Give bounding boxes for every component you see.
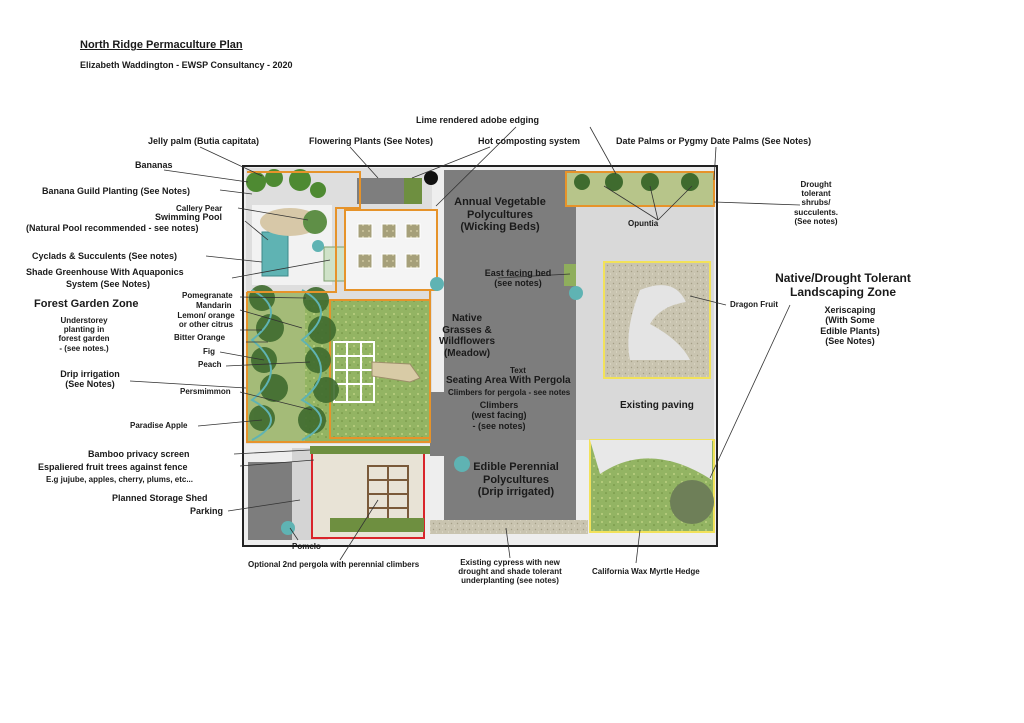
label-climbers-west: Climbers (west facing) - (see notes) (471, 400, 527, 431)
label-jelly-palm: Jelly palm (Butia capitata) (148, 136, 260, 146)
label-pomegranate: Pomegranate (182, 291, 233, 300)
label-paradise-apple: Paradise Apple (130, 421, 188, 430)
label-natural-pool: (Natural Pool recommended - see notes) (26, 223, 199, 233)
espalier-strip (310, 446, 430, 454)
label-drought-shrubs: Drought tolerant shrubs/ succulents. (See notes) (793, 180, 838, 226)
label-pomelo: Pomelo (292, 542, 321, 551)
label-mandarin: Mandarin (196, 301, 232, 310)
label-seating: Seating Area With Pergola (446, 375, 571, 386)
label-text-placeholder: Text (510, 366, 526, 375)
label-parking: Parking (190, 506, 224, 516)
label-peach: Peach (198, 360, 222, 369)
label-greenhouse-1: Shade Greenhouse With Aquaponics (26, 267, 184, 277)
label-edible-perennial: Edible Perennial Polycultures (Drip irrigated) (473, 461, 559, 499)
south-planter (330, 518, 424, 532)
label-greenhouse-2: System (See Notes) (66, 279, 151, 289)
label-cypress: Existing cypress with new drought and shade tolerant underplanting (see notes) (458, 558, 562, 586)
label-espaliered: Espaliered fruit trees against fence (38, 462, 188, 472)
label-lemon: Lemon/ orange or other citrus (177, 311, 235, 330)
label-drip: Drip irrigation (See Notes) (60, 369, 120, 390)
label-east-bed: East facing bed (see notes) (484, 268, 552, 289)
label-wax-myrtle: California Wax Myrtle Hedge (592, 567, 700, 576)
label-existing-paving: Existing paving (620, 400, 694, 411)
xeriscape-bed (604, 262, 710, 378)
label-forest-zone: Forest Garden Zone (34, 298, 139, 310)
label-understorey: Understorey planting in forest garden - (see notes.) (58, 316, 110, 353)
label-bananas: Bananas (135, 160, 173, 170)
callery-pear-tree (303, 210, 327, 234)
label-climbers-pergola: Climbers for pergola - see notes (448, 388, 571, 397)
label-native-zone: Native/Drought Tolerant Landscaping Zone (775, 271, 911, 299)
label-callery-pear: Callery Pear (176, 204, 223, 213)
cypress-tree (670, 480, 714, 524)
label-lime-edging: Lime rendered adobe edging (416, 115, 540, 125)
label-storage-shed: Planned Storage Shed (112, 493, 208, 503)
flowering-bed (357, 178, 405, 204)
label-dragon-fruit: Dragon Fruit (730, 300, 778, 309)
label-xeriscaping: Xeriscaping (With Some Edible Plants) (See Notes) (820, 305, 880, 347)
label-annual-veg: Annual Vegetable Polycultures (Wicking Beds) (454, 196, 546, 234)
label-persimmon: Persmimmon (180, 387, 231, 396)
label-hot-composting: Hot composting system (478, 136, 581, 146)
label-fig: Fig (203, 347, 215, 356)
label-second-pergola: Optional 2nd pergola with perennial climbers (248, 560, 420, 569)
compost-bays (404, 178, 422, 204)
label-flowering-plants: Flowering Plants (See Notes) (309, 136, 434, 146)
label-espaliered-sub: E.g jujube, apples, cherry, plums, etc... (46, 475, 194, 484)
page-subtitle: Elizabeth Waddington - EWSP Consultancy - 2020 (80, 60, 293, 70)
label-cyclads: Cyclads & Succulents (See notes) (32, 251, 178, 261)
cypress-strip (430, 520, 588, 534)
label-bitter-orange: Bitter Orange (174, 333, 226, 342)
label-meadow: Native Grasses & Wildflowers (Meadow) (438, 313, 496, 359)
label-bamboo: Bamboo privacy screen (88, 449, 190, 459)
label-banana-guild: Banana Guild Planting (See Notes) (42, 186, 191, 196)
label-date-palms: Date Palms or Pygmy Date Palms (See Notes) (616, 136, 812, 146)
page-title: North Ridge Permaculture Plan (80, 39, 243, 51)
water-butt (424, 171, 438, 185)
label-opuntia: Opuntia (628, 219, 659, 228)
label-swimming-pool: Swimming Pool (154, 212, 222, 222)
wicking-beds-area (345, 210, 437, 290)
